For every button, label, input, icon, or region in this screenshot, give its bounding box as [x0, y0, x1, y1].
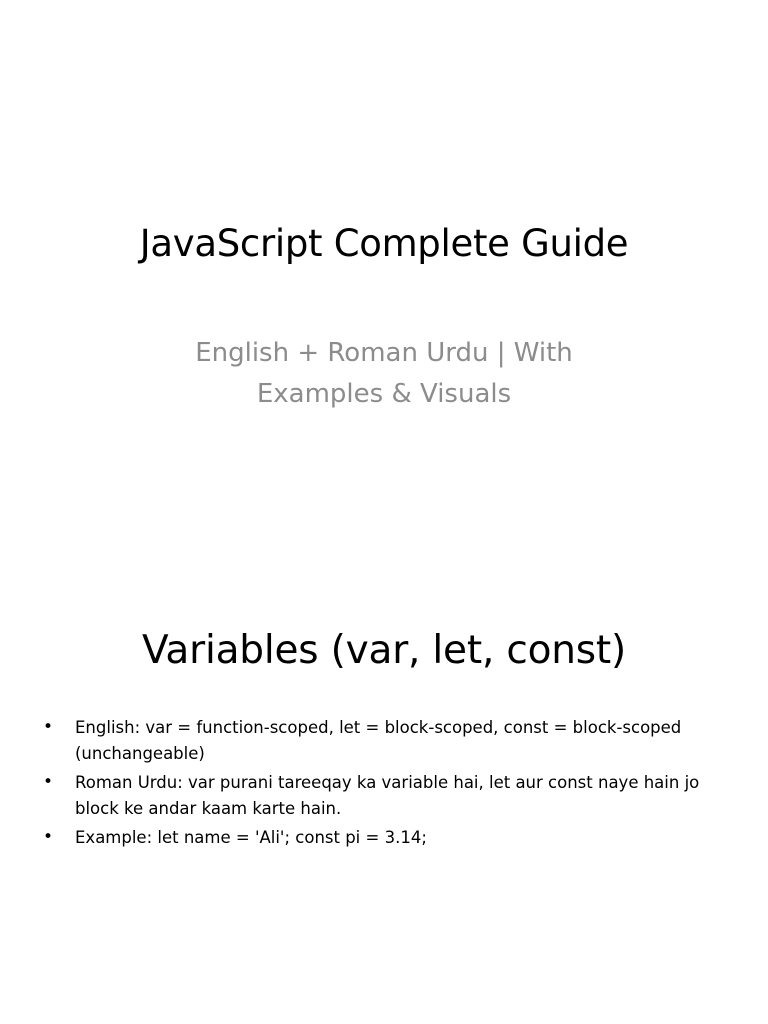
bullet-text-line-2: (unchangeable)	[75, 743, 205, 763]
bullet-text-line-1: Example: let name = 'Ali'; const pi = 3.14;	[75, 828, 427, 847]
bullet-text-line-2: block ke andar kaam karte hain.	[75, 798, 342, 818]
slide-variables-heading: Variables (var, let, const)	[141, 628, 626, 673]
bullet-icon: •	[43, 772, 54, 792]
slide-variables	[0, 512, 768, 1024]
subtitle-line-2: Examples & Visuals	[256, 379, 512, 409]
slide-subtitle	[160, 333, 608, 415]
list-item	[40, 770, 740, 821]
list-item	[40, 715, 740, 766]
bullet-icon: •	[43, 827, 54, 847]
slide-title-heading: JavaScript Complete Guide	[139, 222, 629, 265]
bullet-list	[40, 715, 740, 855]
bullet-text-line-1: Roman Urdu: var purani tareeqay ka variable hai, let aur const naye hain jo	[75, 773, 700, 792]
subtitle-line-1: English + Roman Urdu | With	[195, 338, 573, 368]
list-item	[40, 825, 740, 851]
bullet-icon: •	[43, 717, 54, 737]
bullet-text-line-1: English: var = function-scoped, let = block-scoped, const = block-scoped	[75, 718, 682, 737]
